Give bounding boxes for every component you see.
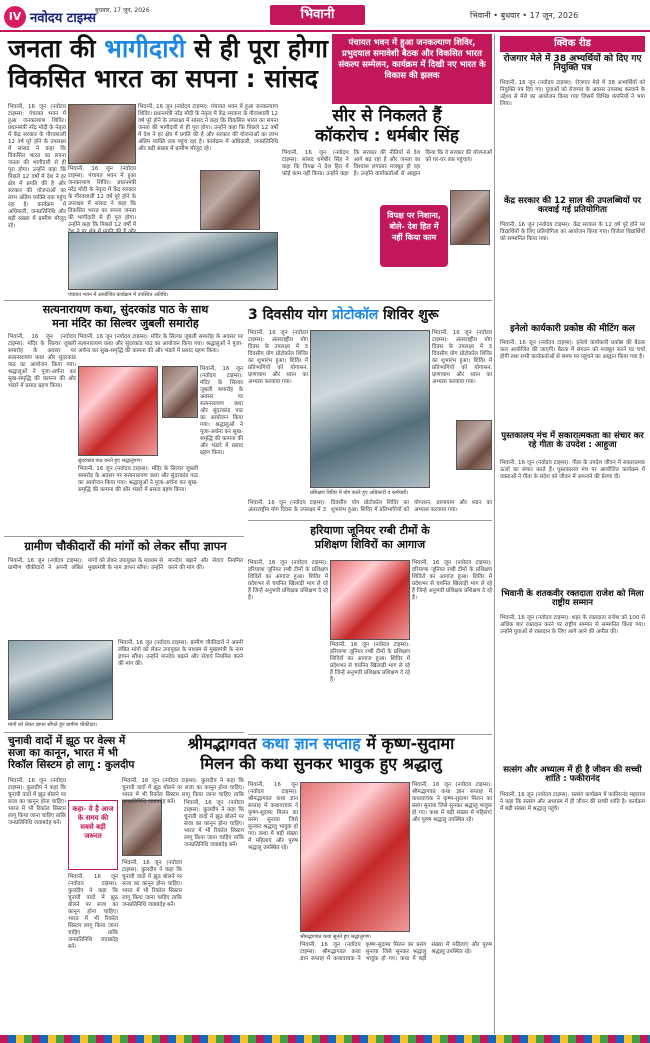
story2-quote: विपक्ष पर निशाना, बोले- देश हित में नहीं किया काम — [380, 205, 448, 267]
story7-body-col5: भिवानी, 16 जून (नवोदय टाइम्स): कुलदीप ने कहा कि चुनावी वादों में झूठ बोलने पर सजा का कानून होना चाहिए। भारत में भी रिकॉल सिस्टम लागू किया जाना चाहिए ताकि जनप्रतिनिधि जवाबदेह बनें। — [184, 800, 244, 848]
story4-body-col2: भिवानी, 16 जून (नवोदय टाइम्स): अंतरराष्ट्रीय योग दिवस के उपलक्ष्य में 3 दिवसीय योग प्रोटोकॉल शिविर का शुभारंभ हुआ। शिविर में प्रतिभागियों को योगासन, प्राणायाम और ध्यान का अभ्यास करवाया गया। — [432, 330, 492, 385]
row-divider-4 — [4, 732, 244, 733]
item4-title: पुस्तकालय मंच में सकारात्मकता का संचार कर रहे गीता के उपदेश : आहूजा — [501, 431, 644, 450]
item6-body: भिवानी, 16 जून (नवोदय टाइम्स): सत्संग कार्यक्रम में फकीरानंद महाराज ने कहा कि सत्संग और अध्यात्म में ही जीवन की सच्ची शांति है। कार्यक्रम में बड़ी संख्या में श्रद्धालु पहुंचे। — [500, 792, 645, 812]
lead-headline-part1: जनता की — [8, 34, 96, 63]
lead-photo-portrait — [200, 170, 260, 230]
story5-caption: मांगों को लेकर ज्ञापन सौंपते हुए ग्रामीण चौकीदार। — [8, 722, 98, 728]
story4-headline: 3 दिवसीय योग प्रोटोकॉल शिविर शुरू — [248, 307, 439, 323]
lead-headline — [8, 36, 333, 93]
story4-body-col1: भिवानी, 16 जून (नवोदय टाइम्स): अंतरराष्ट्रीय योग दिवस के उपलक्ष्य में 3 दिवसीय योग प्रोटोकॉल शिविर का शुभारंभ हुआ। शिविर में प्रतिभागियों को योगासन, प्राणायाम और ध्यान का अभ्यास करवाया गया। — [248, 330, 308, 385]
story7-body-col1: भिवानी, 16 जून (नवोदय टाइम्स): कुलदीप ने कहा कि चुनावी वादों में झूठ बोलने पर सजा का कानून होना चाहिए। भारत में भी रिकॉल सिस्टम लागू किया जाना चाहिए ताकि जनप्रतिनिधि जवाबदेह बनें। — [8, 778, 67, 826]
story8-body-col1: भिवानी, 16 जून (नवोदय टाइम्स): श्रीमद्भागवत कथा ज्ञान सप्ताह में कथावाचक ने कृष्ण-सुदामा मिलन का प्रसंग सुनाया जिसे सुनकर श्रद्धालु भावुक हो गए। कथा में बड़ी संख्या में महिलाएं और पुरुष श्रद्धालु उपस्थित रहे। — [248, 782, 298, 851]
story3-body-col3: भिवानी, 16 जून (नवोदय टाइम्स): मंदिर के सिल्वर जुबली समारोह के अवसर पर सत्यनारायण कथा और सुंदरकांड पाठ का आयोजन किया गया। श्रद्धालुओं ने पूजा-अर्चना कर सुख-समृद्धि की कामना की और भंडारे में प्रसाद ग्रहण किया। — [200, 366, 243, 456]
story7-quote: कहा- ये है आज के समय की सबसे बड़ी जरूरत — [68, 800, 118, 870]
story5-headline: ग्रामीण चौकीदारों की मांगों को लेकर सौंपा ज्ञापन — [24, 539, 227, 553]
story6-body-col2: भिवानी, 16 जून (नवोदय टाइम्स): हरियाणा जूनियर रग्बी टीमों के प्रशिक्षण शिविरों का आगाज हुआ। शिविर में प्रदेशभर से चयनित खिलाड़ी भाग ले रहे हैं जिन्हें अनुभवी प्रशिक्षक प्रशिक्षण दे रहे हैं। — [330, 642, 410, 683]
story6-headline: हरियाणा जूनियर रग्बी टीमों के प्रशिक्षण शिविरों का आगाज — [310, 524, 430, 551]
story6-body-col1: भिवानी, 16 जून (नवोदय टाइम्स): हरियाणा जूनियर रग्बी टीमों के प्रशिक्षण शिविरों का आगाज हुआ। शिविर में प्रदेशभर से चयनित खिलाड़ी भाग ले रहे हैं जिन्हें अनुभवी प्रशिक्षक प्रशिक्षण दे रहे हैं। — [248, 560, 328, 601]
story3-body-col4: भिवानी, 16 जून (नवोदय टाइम्स): मंदिर के सिल्वर जुबली समारोह के अवसर पर सत्यनारायण कथा और सुंदरकांड पाठ का आयोजन किया गया। श्रद्धालुओं ने पूजा-अर्चना कर सुख-समृद्धि की कामना की और भंडारे में प्रसाद ग्रहण किया। — [78, 466, 198, 493]
item3-title: इनेलो कार्यकारी प्रकोष्ठ की मीटिंग कल — [510, 324, 635, 334]
header-dateline: भिवानी • बुधवार • 17 जून, 2026 — [470, 11, 579, 20]
item2-body: भिवानी, 16 जून (नवोदय टाइम्स): केंद्र सरकार के 12 वर्ष पूरे होने पर विद्यार्थियों के लिए प्रतियोगिता का आयोजन किया गया। विजेता विद्यार्थियों को सम्मानित किया गया। — [500, 222, 645, 242]
story8-photo — [300, 782, 410, 932]
story6-photo — [330, 560, 410, 640]
story4-body-bottom: भिवानी, 16 जून (नवोदय टाइम्स): अंतरराष्ट्रीय योग दिवस के उपलक्ष्य में 3 दिवसीय योग प्रोटोकॉल शिविर का शुभारंभ हुआ। शिविर में प्रतिभागियों को योगासन, प्राणायाम और ध्यान का अभ्यास करवाया गया। — [248, 500, 492, 513]
story5-body-bottom: भिवानी, 16 जून (नवोदय टाइम्स): ग्रामीण चौकीदारों ने अपनी लंबित मांगों को लेकर उपायुक्त के माध्यम से मुख्यमंत्री के नाम ज्ञापन सौंपा। उन्होंने मानदेय बढ़ाने और सेवाएं नियमित करने की मांग की। — [118, 640, 243, 667]
header-date: बुधवार, 17 जून, 2026 — [95, 7, 150, 14]
item3-body: भिवानी, 16 जून (नवोदय टाइम्स): इनेलो कार्यकारी प्रकोष्ठ की बैठक कल आयोजित की जाएगी। बैठक में संगठन को मजबूत करने पर चर्चा होगी तथा सभी कार्यकर्ताओं से समय पर पहुंचने का आह्वान किया गया है। — [500, 340, 645, 360]
story7-body-col4: भिवानी, 16 जून (नवोदय टाइम्स): कुलदीप ने कहा कि चुनावी वादों में झूठ बोलने पर सजा का कानून होना चाहिए। भारत में भी रिकॉल सिस्टम लागू किया जाना चाहिए ताकि जनप्रतिनिधि जवाबदेह बनें। — [122, 860, 182, 908]
row-divider-1 — [4, 300, 492, 301]
row-divider-3 — [248, 520, 492, 521]
story3-caption: सुंदरकांड पाठ करते हुए श्रद्धालुगण। — [78, 458, 142, 464]
lead-body-col3: भिवानी, 16 जून (नवोदय टाइम्स): पंचायत भवन में हुआ जनकल्याण शिविर। प्रधानमंत्री नरेंद्र मोदी के नेतृत्व में केंद्र सरकार के गौरवशाली 12 वर्ष पूरे होने के उपलक्ष्य में सांसद ने कहा कि विकसित भारत का सपना जनता की भागीदारी से ही पूरा होगा। उन्होंने कहा कि पिछले 12 वर्षों में — [68, 166, 136, 228]
story3-photo-portrait — [162, 366, 198, 418]
story6-body-col3: भिवानी, 16 जून (नवोदय टाइम्स): हरियाणा जूनियर रग्बी टीमों के प्रशिक्षण शिविरों का आगाज हुआ। शिविर में प्रदेशभर से चयनित खिलाड़ी भाग ले रहे हैं जिन्हें अनुभवी प्रशिक्षक प्रशिक्षण दे रहे हैं। — [412, 560, 492, 601]
story3-body-col1: भिवानी, 16 जून (नवोदय टाइम्स): मंदिर के सिल्वर जुबली समारोह के अवसर पर सत्यनारायण कथा और सुंदरकांड पाठ का आयोजन किया गया। श्रद्धालुओं ने पूजा-अर्चना कर सुख-समृद्धि की कामना की और भंडारे में प्रसाद ग्रहण किया। — [8, 334, 76, 389]
column-divider — [494, 34, 495, 1034]
item5-body: भिवानी, 16 जून (नवोदय टाइम्स): शहर के रक्तदाता राजेश को 100 से अधिक बार रक्तदान करने पर राष्ट्रीय सम्मान से सम्मानित किया गया। उन्होंने युवाओं से रक्तदान के लिए आगे आने की अपील की। — [500, 615, 645, 635]
story4-photo — [310, 330, 430, 488]
item1-title: रोजगार मेले में 38 अभ्यर्थियों को दिए गए नियुक्ति पत्र — [503, 54, 642, 74]
lead-headline-part2: से ही पूरा होगा — [194, 34, 328, 63]
story5-body-top: भिवानी, 16 जून (नवोदय टाइम्स): ग्रामीण चौकीदारों ने अपनी लंबित मांगों को लेकर उपायुक्त के माध्यम से मुख्यमंत्री के नाम ज्ञापन सौंपा। उन्होंने मानदेय बढ़ाने और सेवाएं नियमित करने की मांग की। — [8, 558, 243, 571]
item5-title: भिवानी के शतकवीर रक्तदाता राजेश को मिला राष्ट्रीय सम्मान — [501, 589, 644, 608]
story7-headline: चुनावी वादों में झूठ पर वेल्स में सजा का कानून, भारत में भी रिकॉल सिस्टम हो लागू : कुलदीप — [8, 735, 135, 772]
lead-body-col1: भिवानी, 16 जून (नवोदय टाइम्स): पंचायत भवन में हुआ जनकल्याण शिविर। प्रधानमंत्री नरेंद्र मोदी के नेतृत्व में केंद्र सरकार के गौरवशाली 12 वर्ष पूरे होने के उपलक्ष्य में सांसद ने कहा कि विकसित भारत का सपना जनता की भागीदारी से ही पूरा होगा। उन्होंने कहा कि पिछले 12 वर्षों में देश ने हर क्षेत्र में प्रगति की है और सरकार की योजनाओं का लाभ अंतिम व्यक्ति तक पहुंच रहा है। कार्यक्रम में अधिकारी, जनप्रतिनिधि और बड़ी संख्या में ग्रामीण मौजूद रहे। — [8, 104, 66, 229]
lead-headline-highlight: भागीदारी — [104, 34, 186, 63]
story2-photo — [450, 190, 490, 245]
story4-caption: प्रशिक्षण शिविर में योग करते हुए अधिकारी व कर्मचारी। — [310, 490, 409, 496]
story3-body-col2: भिवानी, 16 जून (नवोदय टाइम्स): मंदिर के सिल्वर जुबली समारोह के अवसर पर सत्यनारायण कथा और सुंदरकांड पाठ का आयोजन किया गया। श्रद्धालुओं ने पूजा-अर्चना कर सुख-समृद्धि की कामना की और भंडारे में प्रसाद ग्रहण किया। — [78, 334, 243, 354]
page-header — [0, 0, 650, 30]
item2-title: केंद्र सरकार की 12 साल की उपलब्धियों पर करवाई गई प्रतियोगिता — [504, 196, 641, 215]
footer-colour-bar — [0, 1035, 650, 1043]
lead-body-col2: भिवानी, 16 जून (नवोदय टाइम्स): पंचायत भवन में हुआ जनकल्याण शिविर। प्रधानमंत्री नरेंद्र मोदी के नेतृत्व में केंद्र सरकार के गौरवशाली 12 वर्ष पूरे होने के उपलक्ष्य में सांसद ने कहा कि विकसित भारत का सपना जनता की भागीदारी से ही पूरा होगा। उन्होंने कहा कि पिछले 12 वर्षों में देश ने हर क्षेत्र में प्रगति की है और सरकार की योजनाओं का लाभ अंतिम व्यक्ति तक पहुंच रहा है। कार्यक्रम में अधिकारी, जनप्रतिनिधि और बड़ी संख्या में ग्रामीण मौजूद रहे। — [138, 104, 278, 152]
item6-title: सत्संग और अध्यात्म में ही है जीवन की सच्ची शांति : फकीरानंद — [503, 765, 642, 784]
story3-headline: सत्यनारायण कथा, सुंदरकांड पाठ के साथ मना मंदिर का सिल्वर जुबली समारोह — [42, 303, 209, 330]
row-divider-2 — [4, 536, 244, 537]
story2-body: भिवानी, 16 जून (नवोदय टाइम्स): सांसद धर्मबीर सिंह ने कहा कि विपक्ष ने देश हित में कोई काम नहीं किया। उन्होंने कहा कि सरकार की नीतियों से देश आगे बढ़ रहा है और जनता का विश्वास लगातार मजबूत हो रहा है। उन्होंने कार्यकर्ताओं से आह्वान किया कि वे सरकार की योजनाओं को घर-घर तक पहुंचाएं। — [282, 150, 492, 177]
story7-photo — [122, 800, 162, 856]
section-title: भिवानी — [270, 5, 365, 25]
header-rule — [0, 30, 650, 32]
lead-headline-line2: विकसित भारत का सपना : सांसद — [8, 64, 318, 94]
item4-body: भिवानी, 16 जून (नवोदय टाइम्स): गीता के उपदेश जीवन में सकारात्मक ऊर्जा का संचार करते हैं। पुस्तकालय मंच पर आयोजित कार्यक्रम में वक्ताओं ने गीता के संदेश को जीवन में अपनाने की प्रेरणा दी। — [500, 460, 645, 480]
story4-photo-portrait — [456, 420, 492, 470]
page-number: IV — [4, 6, 26, 28]
story8-caption: श्रीमद्भागवत कथा सुनते हुए श्रद्धालुगण। — [300, 934, 372, 940]
story7-body-col2: भिवानी, 16 जून (नवोदय टाइम्स): कुलदीप ने कहा कि चुनावी वादों में झूठ बोलने पर सजा का कानून होना चाहिए। भारत में भी रिकॉल सिस्टम लागू किया जाना चाहिए ताकि जनप्रतिनिधि जवाबदेह बनें। — [68, 874, 118, 950]
lead-kicker: पंचायत भवन में हुआ जनकल्याण शिविर, प्रभुदयाल समावेशी बैठक और विकसित भारत संकल्प सम्मेलन, कार्यक्रम में दिखी नए भारत के विकास की झलक — [332, 34, 492, 104]
story8-headline: श्रीमद्भागवत कथा ज्ञान सप्ताह में कृष्ण-सुदामा मिलन की कथा सुनकर भावुक हुए श्रद्धालु — [187, 734, 455, 773]
story8-body-col2: भिवानी, 16 जून (नवोदय टाइम्स): श्रीमद्भागवत कथा ज्ञान सप्ताह में कथावाचक ने कृष्ण-सुदामा मिलन का प्रसंग सुनाया जिसे सुनकर श्रद्धालु भावुक हो गए। कथा में बड़ी संख्या में महिलाएं और पुरुष श्रद्धालु उपस्थित रहे। — [412, 782, 492, 823]
story5-photo — [8, 640, 113, 720]
lead-caption: पंचायत भवन में आयोजित कार्यक्रम में उपस्थित अतिथि। — [68, 292, 169, 298]
story7-body-col3: भिवानी, 16 जून (नवोदय टाइम्स): कुलदीप ने कहा कि चुनावी वादों में झूठ बोलने पर सजा का कानून होना चाहिए। भारत में भी रिकॉल सिस्टम लागू किया जाना चाहिए ताकि जनप्रतिनिधि जवाबदेह बनें। — [122, 778, 244, 805]
quick-read-label: क्विक रीड — [500, 36, 645, 52]
lead-photo — [68, 232, 278, 290]
lead-photo-small — [68, 104, 136, 164]
story8-body-bottom: भिवानी, 16 जून (नवोदय टाइम्स): श्रीमद्भागवत कथा ज्ञान सप्ताह में कथावाचक ने कृष्ण-सुदामा मिलन का प्रसंग सुनाया जिसे सुनकर श्रद्धालु भावुक हो गए। कथा में बड़ी संख्या में महिलाएं और पुरुष श्रद्धालु उपस्थित रहे। — [300, 942, 492, 962]
newspaper-brand: नवोदय टाइम्स — [30, 11, 97, 26]
story3-photo — [78, 366, 158, 456]
story2-headline: सीर से निकलते हैं कॉकरोच : धर्मबीर सिंह — [315, 106, 459, 146]
item1-body: भिवानी, 16 जून (नवोदय टाइम्स): रोजगार मेले में 38 अभ्यर्थियों को नियुक्ति पत्र दिए गए। युवाओं को रोजगार के अवसर उपलब्ध करवाने के उद्देश्य से मेले का आयोजन किया गया जिसमें विभिन्न कंपनियों ने भाग लिया। — [500, 80, 645, 107]
